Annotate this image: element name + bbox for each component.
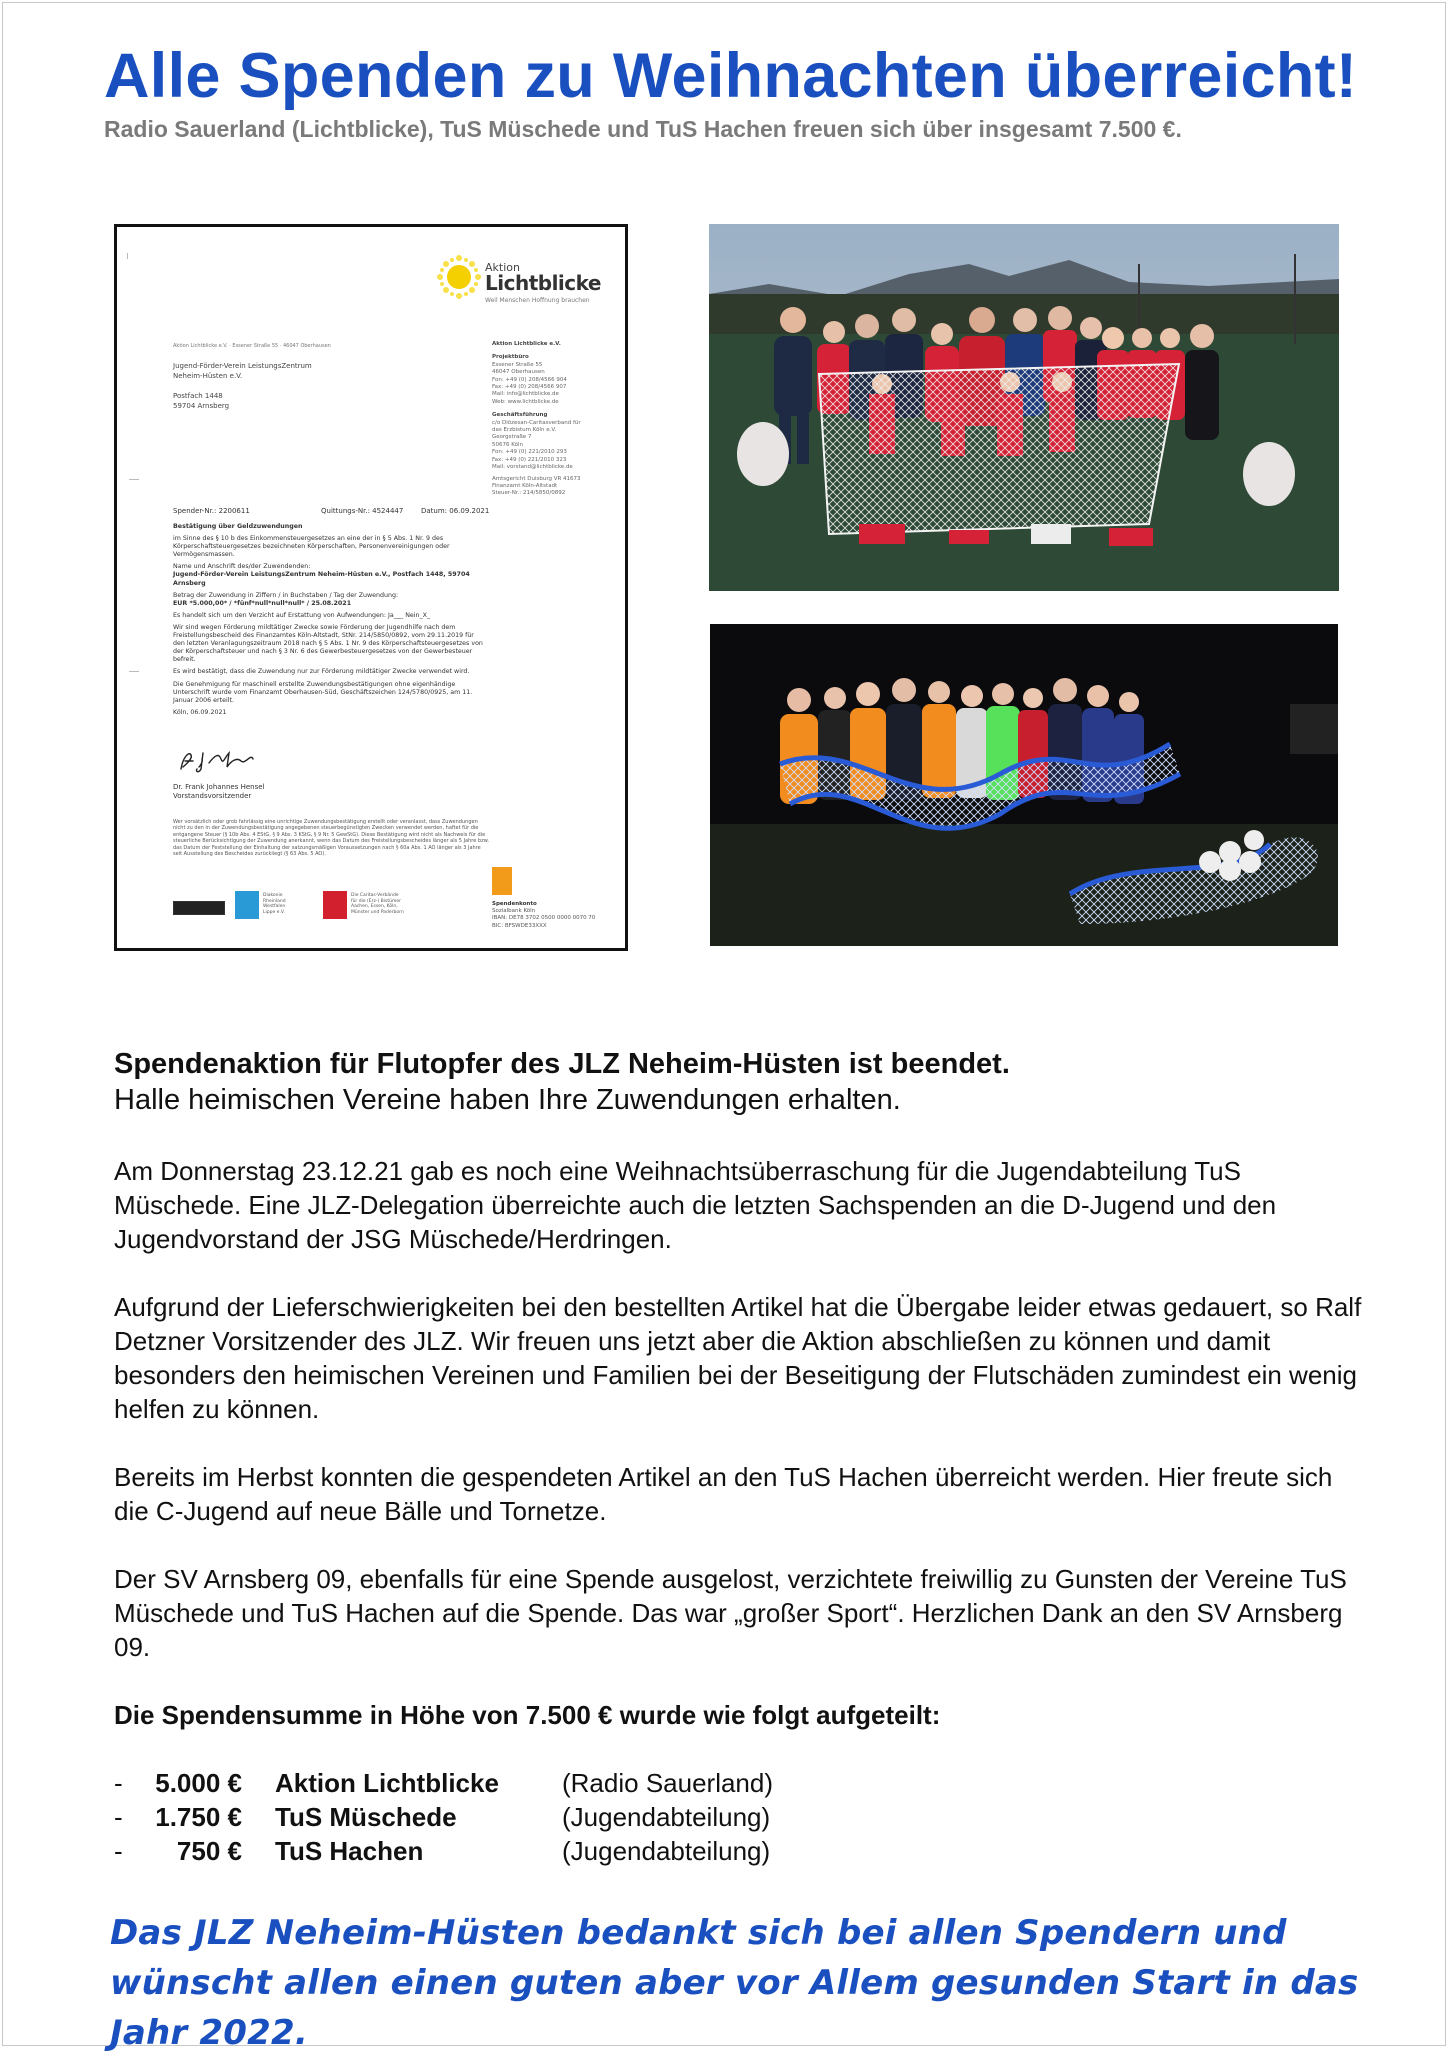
side-line: Fon: +49 (0) 208/4566 904: [492, 376, 567, 383]
receipt-fineprint: Wer vorsätzlich oder grob fahrlässig eine unrichtige Zuwendungsbestätigung erstellt oder veranlasst, dass Zuwendungen nicht zu den in der Zuwendungsbestätigung angegebenen steuerbegünstigten Zwecken verwendet werden, haftet für die entgangene Steuer (§ 10b Abs. 4 EStG, § 9 Abs. 3 KStG, § 9 Nr. 5 GewStG). Diese Bestätigung wird nicht als Nachweis für die steuerliche Berücksichtigung der Zuwendung anerkannt, wenn das Datum des Freistellungsbescheides länger als 5 Jahre bzw. das Datum der Feststellung der Einhaltung der satzungsmäßigen Voraussetzungen nach § 60a Abs. 1 AO länger als 3 Jahre seit Ausstellung des Bescheides zurückliegt (§ 63 Abs. 5 AO).: [173, 819, 489, 858]
bank-title: Spendenkonto: [492, 901, 537, 907]
diakonie-line: Lippe e.V.: [263, 909, 285, 915]
fold-mark: [129, 479, 139, 480]
address-line: Neheim-Hüsten e.V.: [173, 372, 243, 380]
logo-brand-text: Lichtblicke: [485, 271, 601, 295]
side-office-title: Projektbüro: [492, 354, 529, 361]
allocation-dash: -: [114, 1802, 123, 1832]
article-paragraph: Der SV Arnsberg 09, ebenfalls für eine Spende ausgelost, verzichtete freiwillig zu Gunsten der Vereine TuS Müschede und TuS Hachen auf die Spende. Das war „großer Sport“. Herzlichen Dank an den SV Arnsberg 09.: [114, 1564, 1347, 1662]
allocation-note: (Jugendabteilung): [562, 1802, 771, 1832]
fold-mark: [127, 253, 128, 259]
page-subtitle: Radio Sauerland (Lichtblicke), TuS Müschede und TuS Hachen freuen sich über insgesamt 7.500 €.: [104, 116, 1182, 142]
address-line: Postfach 1448: [173, 392, 223, 400]
diakonie-icon: [235, 891, 259, 919]
allocation-amount: 750 €: [176, 1836, 242, 1866]
caritas-line: Die Caritas-Verbände: [351, 893, 399, 898]
lichtblicke-logo: [431, 249, 601, 319]
receipt-intro: im Sinne des § 10 b des Einkommensteuergesetzes an eine der in § 5 Abs. 1 Nr. 9 des Körperschaftsteuergesetzes bezeichneten Körperschaften, Personenvereinigungen oder Vermögensmassen.: [173, 535, 450, 559]
receipt-heading: Bestätigung über Geldzuwendungen: [173, 523, 303, 530]
dzi-seal-icon: [173, 901, 225, 915]
allocation-row: [114, 1766, 1374, 1800]
receipt-place-date: Köln, 06.09.2021: [173, 708, 227, 716]
allocation-organisation: TuS Müschede: [275, 1802, 457, 1832]
side-line: Amtsgericht Duisburg VR 41673: [492, 475, 581, 482]
diakonie-line: Westfalen: [263, 904, 286, 910]
bank-line: Sozialbank Köln: [492, 908, 536, 915]
partner-logos: [173, 891, 433, 923]
address-line: 59704 Arnsberg: [173, 402, 230, 410]
caritas-line: für die (Erz-) Bistümer: [351, 898, 401, 904]
recipient-address: [173, 361, 373, 411]
bank-details: [492, 867, 612, 930]
side-line: Web: www.lichtblicke.de: [492, 398, 559, 405]
side-line: Finanzamt Köln-Altstadt: [492, 482, 558, 489]
donation-receipt: [114, 224, 628, 951]
caritas-text: [351, 893, 431, 915]
side-line: Mail: info@lichtblicke.de: [492, 391, 559, 398]
diakonie-line: Diakonie: [263, 893, 283, 898]
bank-line: BIC: BFSWDE33XXX: [492, 922, 547, 929]
fold-mark: [129, 671, 139, 672]
sun-icon: [431, 249, 487, 305]
side-line: 46047 Oberhausen: [492, 369, 545, 376]
receipt-name-label: Name und Anschrift des/der Zuwendenden:: [173, 563, 311, 571]
receipt-body: [173, 523, 485, 721]
page-title: Alle Spenden zu Weihnachten überreicht!: [104, 41, 1358, 111]
allocation-amount: 5.000 €: [155, 1768, 242, 1798]
receipt-number: Quittungs-Nr.: 4524447: [321, 507, 404, 515]
team-photo-day: [709, 224, 1339, 591]
side-line: Georgstraße 7: [492, 434, 532, 441]
logo-small-text: Aktion: [485, 261, 520, 274]
allocation-note: (Radio Sauerland): [562, 1768, 774, 1798]
side-line: Essener Straße 55: [492, 361, 543, 368]
allocation-dash: -: [114, 1836, 123, 1866]
donor-number: Spender-Nr.: 2200611: [173, 507, 250, 515]
receipt-exemption: Wir sind wegen Förderung mildtätiger Zwecke sowie Förderung der Jugendhilfe nach dem Freistellungsbescheid des Finanzamtes Köln-Altstadt, StNr. 214/5850/0892, vom 29.11.2019 für den letzten Veranlagungszeitraum 2018 nach § 5 Abs. 1 Nr. 9 des Körperschaftsteuergesetzes von der Körperschaftsteuer und nach § 3 Nr. 6 des Gewerbesteuergesetzes von der Gewerbesteuer befreit.: [173, 623, 483, 664]
receipt-waiver: Es handelt sich um den Verzicht auf Erstattung von Aufwendungen: Ja___ Nein_X_: [173, 611, 431, 619]
team-photo-night: [710, 624, 1338, 946]
side-mgmt-title: Geschäftsführung: [492, 412, 548, 419]
allocation-organisation: Aktion Lichtblicke: [275, 1768, 499, 1798]
allocation-row: [114, 1834, 1374, 1868]
caritas-icon: [323, 891, 347, 919]
closing-message: Das JLZ Neheim-Hüsten bedankt sich bei allen Spendern und wünscht allen einen guten aber vor Allem gesunden Start in das Jahr 2022.: [110, 1913, 1359, 2053]
bank-line: IBAN: DE78 3702 0500 0000 0070 70: [492, 915, 596, 922]
article-body: [114, 1046, 1374, 1868]
receipt-name-value: Jugend-Förder-Verein LeistungsZentrum Neheim-Hüsten e.V., Postfach 1448, 59704 Arnsberg: [173, 571, 470, 587]
side-line: Fon: +49 (0) 221/2010 293: [492, 449, 567, 456]
receipt-approval: Die Genehmigung für maschinell erstellte Zuwendungsbestätigungen ohne eigenhändige Unterschrift wurde vom Finanzamt Oberhausen-Süd, Geschäftszeichen 124/5780/0925, am 11. Januar 2006 erteilt.: [173, 680, 473, 704]
diakonie-line: Rheinland: [263, 898, 286, 904]
article-headline: Spendenaktion für Flutopfer des JLZ Neheim-Hüsten ist beendet.: [114, 1048, 1010, 1080]
allocation-note: (Jugendabteilung): [562, 1836, 771, 1866]
receipt-date: Datum: 06.09.2021: [421, 507, 490, 515]
signer-name: Dr. Frank Johannes Hensel: [173, 783, 265, 791]
logo-claim: Weil Menschen Hoffnung brauchen: [485, 297, 590, 304]
side-line: Fax: +49 (0) 221/2010 323: [492, 456, 567, 463]
allocation-row: [114, 1800, 1374, 1834]
sender-line: Aktion Lichtblicke e.V. · Essener Straße 55 · 46047 Oberhausen: [173, 343, 331, 349]
receipt-usage: Es wird bestätigt, dass die Zuwendung nur zur Förderung mildtätiger Zwecke verwendet wird.: [173, 668, 470, 676]
address-line: Jugend-Förder-Verein LeistungsZentrum: [173, 362, 312, 370]
side-line: das Erzbistum Köln e.V.: [492, 427, 557, 434]
caritas-line: Aachen, Essen, Köln,: [351, 904, 398, 910]
address-spacer: [173, 381, 373, 391]
allocation-organisation: TuS Hachen: [275, 1836, 424, 1866]
signer: [173, 783, 265, 801]
side-line: c/o Diözesan-Caritasverband für: [492, 419, 581, 426]
article-paragraph: Aufgrund der Lieferschwierigkeiten bei den bestellten Artikel hat die Übergabe leider etwas gedauert, so Ralf Detzner Vorsitzender des JLZ. Wir freuen uns jetzt aber die Aktion abschließen zu können und damit besonders den heimischen Vereinen und Familien bei der Beseitigung der Flutschäden zumindest ein wenig helfen zu können.: [114, 1292, 1362, 1424]
side-line: Mail: vorstand@lichtblicke.de: [492, 464, 573, 471]
sender-sidebar: [492, 341, 612, 498]
allocation-heading: Die Spendensumme in Höhe von 7.500 € wurde wie folgt aufgeteilt:: [114, 1700, 941, 1730]
allocation-amount: 1.750 €: [155, 1802, 242, 1832]
side-title: Aktion Lichtblicke e.V.: [492, 341, 561, 347]
quality-seal-icon: [492, 867, 512, 895]
receipt-amount-label: Betrag der Zuwendung in Ziffern / in Buchstaben / Tag der Zuwendung:: [173, 591, 399, 599]
receipt-amount-value: EUR *5.000,00* / *fünf*null*null*null* / 25.08.2021: [173, 599, 352, 607]
side-line: 50676 Köln: [492, 441, 523, 448]
side-line: Fax: +49 (0) 208/4566 907: [492, 384, 567, 391]
article-paragraph: Bereits im Herbst konnten die gespendeten Artikel an den TuS Hachen überreicht werden. Hier freute sich die C-Jugend auf neue Bälle und Tornetze.: [114, 1462, 1333, 1526]
signer-role: Vorstandsvorsitzender: [173, 792, 252, 800]
side-line: Steuer-Nr.: 214/5850/0892: [492, 490, 566, 497]
article-subheadline: Halle heimischen Vereine haben Ihre Zuwendungen erhalten.: [114, 1084, 901, 1116]
caritas-line: Münster und Paderborn: [351, 909, 404, 915]
signature-image: [175, 747, 295, 775]
article-paragraph: Am Donnerstag 23.12.21 gab es noch eine Weihnachtsüberraschung für die Jugendabteilung TuS Müschede. Eine JLZ-Delegation überreichte auch die letzten Sachspenden an die D-Jugend und den Jugendvorstand der JSG Müschede/Herdringen.: [114, 1156, 1277, 1254]
allocation-dash: -: [114, 1768, 123, 1798]
diakonie-text: [263, 893, 318, 915]
